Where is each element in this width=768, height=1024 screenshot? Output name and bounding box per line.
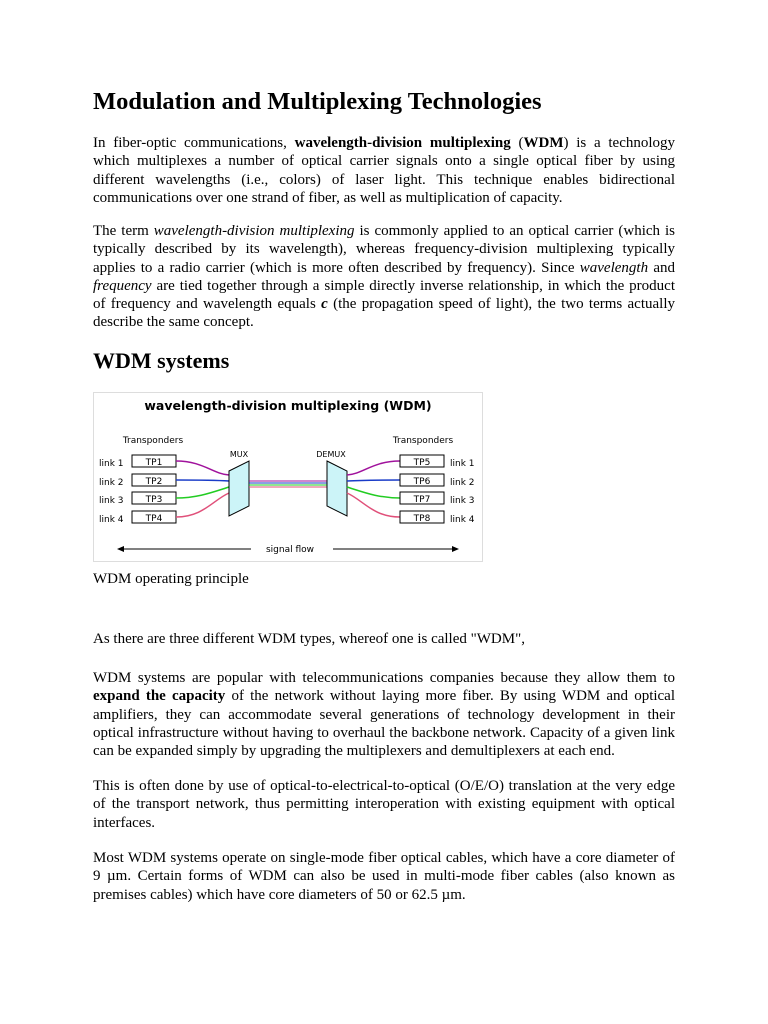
demux-trapezoid — [327, 461, 347, 516]
left-link-label: link 2 — [99, 478, 124, 488]
wdm-diagram — [93, 392, 483, 562]
left-link-label: link 1 — [99, 459, 124, 469]
left-link-label: link 4 — [99, 515, 124, 525]
transponder-label: TP6 — [413, 477, 431, 487]
transponder-label: TP8 — [413, 514, 431, 524]
right-transponders-label: Transponders — [392, 436, 454, 446]
intro-paragraph-1: In fiber-optic communications, wavelength-division multiplexing (WDM) is a technology which multiplexes a number of optical carrier signals onto a single optical fiber by using different wavelengths (i.e., colors) of laser light. This technique enables bidirectional communications over one strand of fiber, as well as multiplication of capacity. — [93, 135, 676, 206]
transponder-label: TP7 — [413, 495, 431, 505]
transponder-label: TP3 — [145, 495, 163, 505]
transponder-label: TP5 — [413, 458, 431, 468]
term-wdm-full: wavelength-division multiplexing — [294, 135, 511, 151]
expand-capacity-term: expand the capacity — [93, 688, 226, 705]
left-link-label: link 3 — [99, 496, 124, 506]
intro-paragraph-2: The term wavelength-division multiplexing is commonly applied to an optical carrier (which is typically described by its wavelength), whereas frequency-division multiplexing typically applies to a radio carrier (which is more often described by frequency). Since wavelength and frequency are tied together through a simple directly inverse relationship, in which the product of frequency and wavelength equals c (the propagation speed of light), the two terms actually describe the same concept. — [93, 223, 676, 331]
wdm-types-paragraph: As there are three different WDM types, whereof one is called "WDM", — [93, 631, 525, 647]
left-transponders-label: Transponders — [122, 436, 184, 446]
signal-flow-label: signal flow — [265, 545, 315, 555]
speed-of-light-symbol: c — [321, 296, 328, 313]
demux-label: DEMUX — [316, 450, 346, 459]
figure-caption: WDM operating principle — [93, 571, 249, 587]
wdm-diagram-svg — [93, 392, 483, 562]
transponder-label: TP2 — [145, 477, 163, 487]
right-link-label: link 1 — [450, 459, 475, 469]
right-link-label: link 2 — [450, 478, 475, 488]
transponder-label: TP4 — [145, 514, 163, 524]
right-link-label: link 3 — [450, 496, 475, 506]
section-heading: WDM systems — [93, 348, 230, 373]
mux-trapezoid — [229, 461, 249, 516]
transponder-label: TP1 — [145, 458, 163, 468]
term-wdm: WDM — [523, 135, 564, 151]
right-link-label: link 4 — [450, 515, 475, 525]
page-title: Modulation and Multiplexing Technologies — [93, 88, 542, 115]
oeo-paragraph: This is often done by use of optical-to-electrical-to-optical (O/E/O) translation at the very edge of the transport network, thus permitting interoperation with existing equipment with optical interfaces. — [93, 778, 675, 831]
diagram-title: wavelength-division multiplexing (WDM) — [144, 398, 432, 413]
fiber-paragraph: Most WDM systems operate on single-mode fiber optical cables, which have a core diameter of 9 µm. Certain forms of WDM can also be used in multi-mode fiber cables (also known as premises cables) which have core diameters of 50 or 62.5 µm. — [93, 850, 675, 903]
popular-paragraph: WDM systems are popular with telecommunications companies because they allow them to expand the capacity of the network without laying more fiber. By using WDM and optical amplifiers, they can accommodate several generations of technology development in their optical infrastructure without having to overhaul the backbone network. Capacity of a given link can be expanded simply by upgrading the multiplexers and demultiplexers at each end. — [93, 670, 676, 760]
mux-label: MUX — [229, 450, 249, 459]
